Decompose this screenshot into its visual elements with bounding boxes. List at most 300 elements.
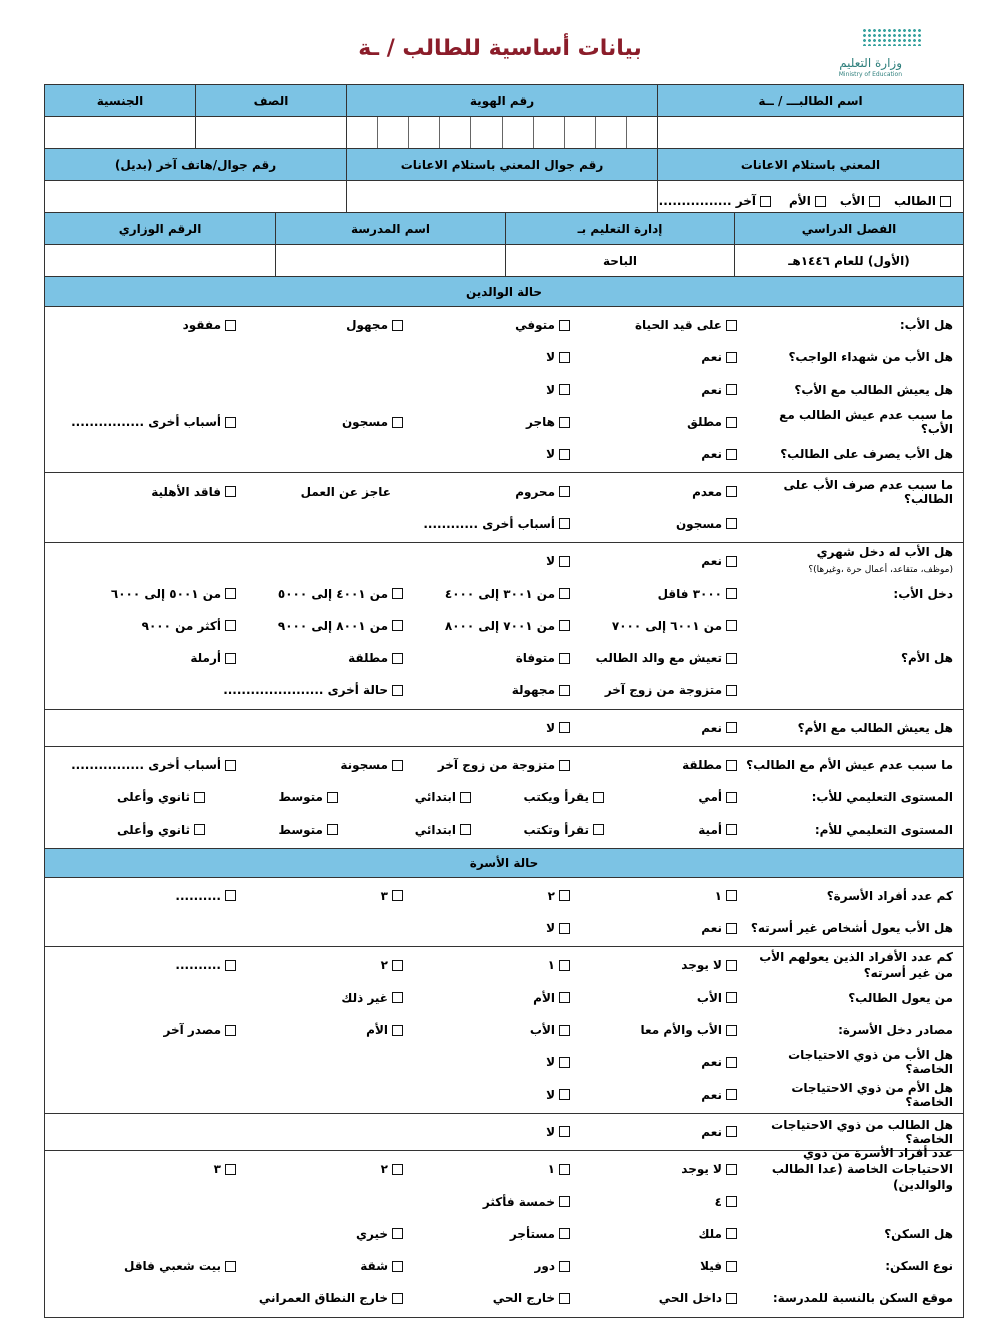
option[interactable] [344, 790, 477, 804]
question-label [743, 1227, 963, 1241]
option-checkbox[interactable] [559, 1126, 570, 1137]
option[interactable] [409, 1125, 576, 1139]
option[interactable] [242, 991, 409, 1005]
option[interactable] [576, 350, 743, 364]
option-checkbox[interactable] [327, 824, 338, 835]
option[interactable] [409, 587, 576, 601]
option[interactable] [409, 651, 576, 665]
option[interactable] [576, 1195, 743, 1209]
option-checkbox[interactable] [559, 518, 570, 529]
option-checkbox[interactable] [726, 960, 737, 971]
option[interactable] [242, 1259, 409, 1273]
option-checkbox[interactable] [726, 1261, 737, 1272]
parents-section [45, 307, 963, 848]
recipient-mobile-field[interactable] [346, 181, 657, 212]
question-text: هل الطالب من ذوي الاحتياجات الخاصة؟ [771, 1117, 953, 1146]
question-row [45, 1282, 963, 1314]
recipient-option-label: الطالب [893, 194, 936, 208]
option[interactable] [242, 318, 409, 332]
option-checkbox[interactable] [726, 722, 737, 733]
option[interactable] [576, 415, 743, 429]
option-checkbox[interactable] [726, 760, 737, 771]
option-label: لا [546, 720, 555, 735]
option[interactable] [211, 790, 344, 804]
question-text: مصادر دخل الأسرة: [838, 1023, 953, 1038]
question-block [45, 473, 963, 543]
option[interactable] [75, 587, 242, 601]
option-checkbox[interactable] [559, 960, 570, 971]
option-checkbox[interactable] [559, 1089, 570, 1100]
option[interactable] [576, 651, 743, 665]
question-row [45, 610, 963, 642]
question-row [45, 982, 963, 1014]
recipient-option-label: الأم [789, 194, 811, 208]
option-label: نعم [701, 447, 722, 462]
option[interactable] [409, 318, 576, 332]
option[interactable] [409, 889, 576, 903]
id-digit-boxes [347, 117, 657, 148]
option[interactable] [576, 1055, 743, 1069]
option-checkbox[interactable] [559, 685, 570, 696]
option-checkbox[interactable] [194, 824, 205, 835]
education-dept-value[interactable]: الباحة [505, 245, 734, 276]
option-checkbox[interactable] [559, 1164, 570, 1175]
question-block [45, 710, 963, 747]
option-checkbox[interactable] [726, 1228, 737, 1239]
question-row [45, 438, 963, 470]
option[interactable] [576, 318, 743, 332]
option-checkbox[interactable] [726, 486, 737, 497]
option[interactable] [610, 823, 743, 837]
option[interactable] [576, 721, 743, 735]
option[interactable] [409, 1023, 576, 1037]
option[interactable] [409, 1291, 576, 1305]
recipient-option[interactable] [659, 194, 775, 208]
recipient-other-checkbox[interactable] [760, 196, 771, 207]
question-row [45, 1250, 963, 1282]
option-checkbox[interactable] [559, 486, 570, 497]
option[interactable] [242, 415, 409, 429]
option[interactable] [242, 619, 409, 633]
option-checkbox[interactable] [726, 1089, 737, 1100]
option-label: .......... [175, 958, 221, 973]
option-checkbox[interactable] [726, 1293, 737, 1304]
option-label: أسباب أخرى ................ [71, 415, 221, 430]
option[interactable] [409, 683, 576, 697]
option-checkbox[interactable] [726, 1025, 737, 1036]
option-label: بيت شعبي فاقل [123, 1259, 221, 1274]
semester-value[interactable]: (الأول) للعام ١٤٤٦هـ [734, 245, 963, 276]
option-checkbox[interactable] [225, 588, 236, 599]
question-text: ما سبب عدم عيش الأم مع الطالب؟ [746, 758, 953, 772]
option[interactable] [576, 485, 743, 499]
question-label [743, 478, 963, 506]
question-label [743, 949, 963, 981]
recipient-option[interactable] [840, 194, 880, 208]
question-block [45, 307, 963, 473]
option-label: ١ [547, 958, 555, 973]
recipient-option[interactable] [789, 194, 826, 208]
option-label: نعم [701, 350, 722, 365]
option-checkbox[interactable] [559, 722, 570, 733]
option[interactable] [409, 485, 576, 499]
option-checkbox[interactable] [726, 588, 737, 599]
option-checkbox[interactable] [726, 417, 737, 428]
question-block [45, 543, 963, 709]
page-title: بيانات أساسية للطالب / ـة [358, 36, 642, 61]
option-checkbox[interactable] [726, 685, 737, 696]
question-label [743, 350, 963, 364]
option-checkbox[interactable] [392, 1164, 403, 1175]
option-checkbox[interactable] [460, 824, 471, 835]
option-label: نعم [701, 1087, 722, 1102]
question-block [45, 947, 963, 1113]
question-text: هل يعيش الطالب مع الأم؟ [797, 720, 953, 735]
option-label: ١ [547, 1162, 555, 1177]
option-label: على قيد الحياة [634, 318, 722, 333]
option-checkbox[interactable] [559, 352, 570, 363]
question-text: كم عدد أفراد الأسرة؟ [826, 888, 953, 903]
option-checkbox[interactable] [460, 792, 471, 803]
question-row [45, 1079, 963, 1111]
option-checkbox[interactable] [392, 992, 403, 1003]
student-name-field[interactable] [657, 117, 963, 148]
option[interactable] [576, 517, 743, 531]
option-label: الأم [533, 990, 555, 1005]
option-checkbox[interactable] [194, 792, 205, 803]
option-checkbox[interactable] [726, 653, 737, 664]
option[interactable] [78, 790, 211, 804]
option-checkbox[interactable] [726, 620, 737, 631]
option-label: أمية [698, 822, 722, 837]
question-label [743, 408, 963, 436]
ministry-number-field[interactable] [45, 245, 275, 276]
option-checkbox[interactable] [225, 486, 236, 497]
option-checkbox[interactable] [225, 1261, 236, 1272]
option[interactable] [409, 350, 576, 364]
option-label: نعم [701, 921, 722, 936]
option[interactable] [242, 958, 409, 972]
question-row [45, 309, 963, 341]
option-checkbox[interactable] [225, 960, 236, 971]
option[interactable] [71, 758, 242, 772]
option[interactable] [409, 415, 576, 429]
label-id-number: رقم الهوية [346, 85, 657, 116]
grade-field[interactable] [195, 117, 346, 148]
option-checkbox[interactable] [392, 890, 403, 901]
recipient-option-checkbox[interactable] [940, 196, 951, 207]
option-checkbox[interactable] [726, 352, 737, 363]
option[interactable] [409, 1195, 576, 1209]
option[interactable] [75, 318, 242, 332]
option-label: نعم [701, 1124, 722, 1139]
option-checkbox[interactable] [392, 588, 403, 599]
option[interactable] [409, 1162, 576, 1176]
option-checkbox[interactable] [225, 890, 236, 901]
option[interactable] [576, 1125, 743, 1139]
option-checkbox[interactable] [225, 760, 236, 771]
label-grade: الصف [195, 85, 346, 116]
nationality-field[interactable] [45, 117, 195, 148]
option[interactable] [576, 619, 743, 633]
option[interactable] [242, 1227, 409, 1241]
question-row [45, 781, 963, 813]
question-block [45, 747, 963, 848]
option-checkbox[interactable] [726, 1164, 737, 1175]
option[interactable] [409, 1259, 576, 1273]
header-row-2 [45, 149, 963, 181]
alt-phone-field[interactable] [45, 181, 346, 212]
option-checkbox[interactable] [392, 417, 403, 428]
option[interactable] [242, 1162, 409, 1176]
option[interactable] [211, 823, 344, 837]
recipient-option-checkbox[interactable] [869, 196, 880, 207]
label-semester: الفصل الدراسي [734, 213, 963, 244]
school-name-field[interactable] [275, 245, 505, 276]
ministry-logo [838, 28, 932, 80]
option-label: متزوجة من زوج آخر [604, 683, 722, 698]
option-checkbox[interactable] [726, 824, 737, 835]
question-label [743, 1145, 963, 1193]
question-label [743, 651, 963, 665]
option-checkbox[interactable] [559, 384, 570, 395]
option-checkbox[interactable] [559, 320, 570, 331]
question-label [743, 758, 963, 772]
option[interactable] [344, 823, 477, 837]
option[interactable] [75, 1023, 242, 1037]
option-label: فيلا [700, 1259, 722, 1274]
option-checkbox[interactable] [559, 449, 570, 460]
option-checkbox[interactable] [392, 1025, 403, 1036]
option-checkbox[interactable] [225, 417, 236, 428]
option-label: ٢ [380, 1162, 388, 1177]
option[interactable] [78, 823, 211, 837]
option-checkbox[interactable] [559, 1025, 570, 1036]
option-checkbox[interactable] [392, 1293, 403, 1304]
option[interactable] [576, 1162, 743, 1176]
question-row [45, 1046, 963, 1078]
option[interactable] [409, 758, 576, 772]
question-text: هل الأب من ذوي الاحتياجات الخاصة؟ [788, 1048, 953, 1077]
question-text: المستوى التعليمي للأب: [811, 790, 953, 805]
option-checkbox[interactable] [225, 320, 236, 331]
question-text: هل الأم؟ [900, 651, 953, 666]
option-checkbox[interactable] [726, 556, 737, 567]
option-label: فاقد الأهلية [151, 484, 221, 499]
option-checkbox[interactable] [559, 760, 570, 771]
option-checkbox[interactable] [392, 1261, 403, 1272]
option-checkbox[interactable] [392, 620, 403, 631]
option-label: خيري [355, 1226, 388, 1241]
option[interactable] [409, 1055, 576, 1069]
option-checkbox[interactable] [559, 1293, 570, 1304]
option-checkbox[interactable] [225, 653, 236, 664]
option-label: مصدر آخر [163, 1023, 221, 1038]
option[interactable] [242, 889, 409, 903]
option[interactable] [75, 485, 242, 499]
option-checkbox[interactable] [225, 620, 236, 631]
option[interactable] [576, 889, 743, 903]
option[interactable] [75, 889, 242, 903]
question-text: هل الأب من شهداء الواجب؟ [788, 350, 953, 365]
option-label: معدم [692, 484, 722, 499]
option[interactable] [409, 619, 576, 633]
section-parents-heading: حالة الوالدين [45, 277, 963, 307]
option-checkbox[interactable] [225, 1025, 236, 1036]
option[interactable] [242, 485, 409, 499]
option[interactable] [576, 447, 743, 461]
option-checkbox[interactable] [559, 417, 570, 428]
question-row [45, 1218, 963, 1250]
option-checkbox[interactable] [392, 760, 403, 771]
option-label: الأم [366, 1023, 388, 1038]
option[interactable] [576, 683, 743, 697]
option-checkbox[interactable] [392, 1228, 403, 1239]
option-label: متوفي [515, 318, 555, 333]
option-label: ابتدائي [414, 790, 456, 805]
question-text: عدد أفراد الأسرة من ذوي الاحتياجات الخاصة (عدا الطالب والوالدين) [771, 1146, 953, 1193]
label-ministry-number: الرقم الوزاري [118, 221, 202, 236]
option-checkbox[interactable] [559, 1057, 570, 1068]
option[interactable] [576, 958, 743, 972]
option[interactable] [75, 958, 242, 972]
option-checkbox[interactable] [726, 792, 737, 803]
option-checkbox[interactable] [559, 890, 570, 901]
option-checkbox[interactable] [559, 556, 570, 567]
option-checkbox[interactable] [392, 320, 403, 331]
option-checkbox[interactable] [726, 518, 737, 529]
option-checkbox[interactable] [726, 320, 737, 331]
option[interactable] [409, 1227, 576, 1241]
option[interactable] [576, 1088, 743, 1102]
option-checkbox[interactable] [726, 1057, 737, 1068]
question-label [743, 447, 963, 461]
option[interactable] [576, 921, 743, 935]
option-label: لا يوجد [681, 1162, 722, 1177]
option-checkbox[interactable] [726, 384, 737, 395]
option-checkbox[interactable] [726, 449, 737, 460]
option-label: مسجون [341, 415, 388, 430]
question-row [45, 508, 963, 540]
option-checkbox[interactable] [225, 1164, 236, 1175]
option-checkbox[interactable] [559, 923, 570, 934]
question-label [743, 1118, 963, 1146]
option[interactable] [576, 383, 743, 397]
option[interactable] [576, 1227, 743, 1241]
option[interactable] [477, 823, 610, 837]
option-label: ٣ [380, 888, 388, 903]
option-label: نعم [701, 720, 722, 735]
option[interactable] [409, 1088, 576, 1102]
option-checkbox[interactable] [726, 992, 737, 1003]
question-label [743, 1291, 963, 1305]
option-checkbox[interactable] [559, 620, 570, 631]
option[interactable] [477, 790, 610, 804]
option-checkbox[interactable] [559, 1261, 570, 1272]
question-text: هل الأم من ذوي الاحتياجات الخاصة؟ [791, 1080, 953, 1109]
option-checkbox[interactable] [559, 1228, 570, 1239]
option-checkbox[interactable] [559, 653, 570, 664]
label-school-name: اسم المدرسة [275, 213, 505, 244]
option[interactable] [71, 415, 242, 430]
option[interactable] [242, 758, 409, 772]
option[interactable] [75, 619, 242, 633]
option-checkbox[interactable] [726, 1126, 737, 1137]
option-label: متوسط [278, 790, 323, 805]
option-checkbox[interactable] [726, 890, 737, 901]
option[interactable] [242, 1291, 409, 1305]
question-label [743, 1259, 963, 1273]
option-checkbox[interactable] [392, 653, 403, 664]
option[interactable] [576, 587, 743, 601]
option[interactable] [409, 554, 576, 568]
option-label: ثانوي وأعلى [116, 822, 190, 837]
question-label [743, 991, 963, 1005]
option[interactable] [409, 921, 576, 935]
option-checkbox[interactable] [726, 1196, 737, 1207]
question-text: هل الأب يصرف على الطالب؟ [780, 447, 953, 462]
option[interactable] [75, 1162, 242, 1176]
id-number-field[interactable] [346, 117, 657, 148]
option[interactable] [242, 587, 409, 601]
option-label: نعم [701, 1055, 722, 1070]
question-text: هل الأب له دخل شهري [816, 545, 953, 560]
option[interactable] [75, 651, 242, 665]
option-checkbox[interactable] [392, 685, 403, 696]
option-checkbox[interactable] [593, 792, 604, 803]
option-checkbox[interactable] [559, 1196, 570, 1207]
input-row-1 [45, 117, 963, 149]
option[interactable] [75, 1259, 242, 1273]
option-label: ٣٠٠٠ فاقل [657, 586, 722, 601]
question-label [743, 1023, 963, 1037]
option-label: لا [546, 382, 555, 397]
option[interactable] [409, 383, 576, 397]
option[interactable] [223, 683, 409, 698]
option-label: الأب والأم معا [640, 1023, 722, 1038]
option-checkbox[interactable] [593, 824, 604, 835]
option[interactable] [576, 991, 743, 1005]
option-checkbox[interactable] [559, 992, 570, 1003]
option[interactable] [576, 1259, 743, 1273]
option-checkbox[interactable] [327, 792, 338, 803]
option-checkbox[interactable] [726, 923, 737, 934]
option[interactable] [576, 554, 743, 568]
option-checkbox[interactable] [392, 960, 403, 971]
option[interactable] [409, 991, 576, 1005]
option[interactable] [576, 1291, 743, 1305]
option-checkbox[interactable] [559, 588, 570, 599]
recipient-option-label: الأب [839, 194, 865, 208]
question-row [45, 545, 963, 577]
option[interactable] [409, 721, 576, 735]
recipient-option[interactable] [894, 194, 951, 208]
option-label: مجهول [346, 318, 388, 333]
question-text: ما سبب عدم صرف الأب على الطالب؟ [783, 477, 953, 506]
option[interactable] [242, 651, 409, 665]
option[interactable] [576, 1023, 743, 1037]
option[interactable] [409, 517, 576, 531]
option[interactable] [409, 958, 576, 972]
question-row [45, 577, 963, 609]
option[interactable] [576, 758, 743, 772]
question-row [45, 642, 963, 674]
option[interactable] [610, 790, 743, 804]
option[interactable] [242, 1023, 409, 1037]
option[interactable] [409, 447, 576, 461]
recipient-option-checkbox[interactable] [815, 196, 826, 207]
option-label: دور [534, 1259, 555, 1274]
